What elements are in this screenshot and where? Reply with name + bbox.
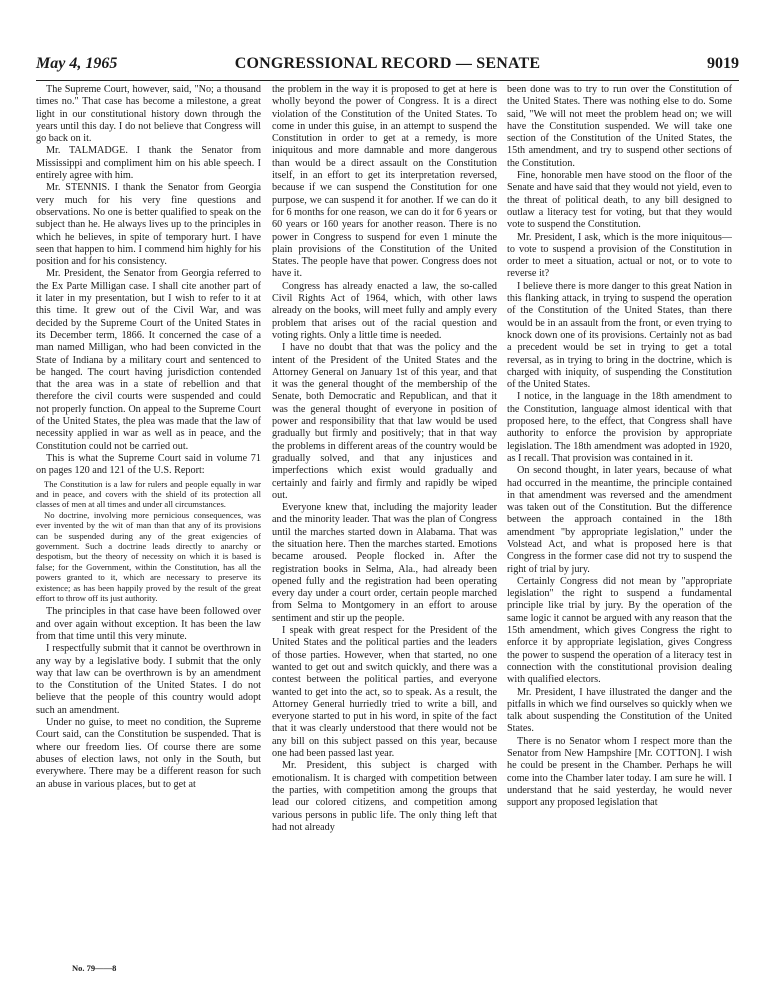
paragraph: I speak with great respect for the President of the United States and the political parties and the leaders of those parties. However, when that started, no one wanted to get out and switch quickly, and there was a contest between the political parties, and everyone wanted to get into the act, so to speak. As a result, the Attorney General hurriedly tried to write a bill, and everyone started to put in his word, in spite of the fact that it was clearly understood that there would not be any bill on this subject passed on this year, because one had been passed last year.: [272, 625, 497, 760]
paragraph: I believe there is more danger to this great Nation in this flanking attack, in trying to suspend the operation of the Constitution of the United States, than there would be in an assault from the front, or even trying to knock down one of its provisions. Certainly not as bad a precedent would be set in trying to get a total reversal, as in trying to bring in the doctrine, which is charged with iniquity, of suspending the Constitution of the United States.: [507, 280, 732, 391]
quoted-paragraph: No doctrine, involving more pernicious consequences, was ever invented by the wit of man than that any of its provisions can be suspended during any of the great exigencies of government. Such a doctrine leads directly to anarchy or despotism, but the theory of necessity on which it is based is false; for the Government, within the Constitution, has all the powers granted to it, which are necessary to preserve its existence; as has been happily proved by the result of the great effort to throw off its just authority.: [36, 509, 261, 603]
paragraph: There is no Senator whom I respect more than the Senator from New Hampshire [Mr. COTTON]. I wish he could be present in the Chamber. Perhaps he will come into the Chamber later today. I am sure he will. I understand that he said yesterday, he would never support any proposed legislation that: [507, 735, 732, 809]
paragraph: Mr. President, I have illustrated the danger and the pitfalls in which we find ourselves so quickly when we talk about suspending the Constitution of the United States.: [507, 686, 732, 735]
publication-title: CONGRESSIONAL RECORD — SENATE: [234, 55, 541, 72]
paragraph: Mr. President, I ask, which is the more iniquitous—to vote to suspend a provision of the Constitution in order to meet a situation, actual or not, or to vote to reverse it?: [507, 231, 732, 280]
paragraph: Mr. STENNIS. I thank the Senator from Georgia very much for his very fine questions and observations. No one is better qualified to speak on the subject than he. He always lives up to the principles in which he believes, in spite of temporary hurt. I have seen that happen to him. I commend him highly for his position and for his consistency.: [36, 182, 261, 268]
paragraph: I have no doubt that that was the policy and the intent of the President of the United States and the Attorney General on January 1st of this year, and that it was the general thought of the membership of the Senate, both Democratic and Republican, and that it was the general thought of everyone in position of power and responsibility that that law would be used gradually but firmly and positively; that in that way the problems in different areas of the country would be gradually solved, and that any injustices and imperfections which exist would gradually and certainly and fairly and firmly and rapidly be wiped out.: [272, 342, 497, 501]
page-number: 9019: [707, 55, 739, 72]
paragraph: the problem in the way it is proposed to get at here is wholly beyond the power of Congress. It is a direct violation of the Constitution of the United States. To come in under this guise, in an attempt to suspend the Constitution in order to get at a remedy, is more iniquitous and more damnable and more dangerous than would be a direct assault on the Constitution itself, in an effort to get its interpretation reversed, because if we can suspend the Constitution for one purpose, we can suspend it for another. If we can do it for 6 months for one reason, we can do it for 6 years or 60 years or 160 years for another reason. There is no power in Congress to suspend for even 1 minute the plain provisions of the Constitution of the United States. The people have that power. Congress does not have it.: [272, 84, 497, 280]
paragraph: I respectfully submit that it cannot be overthrown in any way by a legislative body. I submit that the only way that law can be overthrown is by an amendment to the Constitution of the United States. I do not believe that the people of this country would adopt such an amendment.: [36, 643, 261, 716]
paragraph: Everyone knew that, including the majority leader and the minority leader. That was the plan of Congress until the marches started down in Alabama. That was the situation here. Then the marches started. Emotions became aroused. People flocked in. After the registration books in Selma, Ala., had already been opened fully and the registration had been operating every day under a court order, certain people marched from Selma to Montgomery in an effort to arouse sentiment and stir up the people.: [272, 502, 497, 624]
text-column-2: [272, 84, 497, 834]
paragraph: Certainly Congress did not mean by "appropriate legislation" the right to suspend a fundamental principle like trial by jury. By the operation of the same logic it cannot be argued with any reason that the 15th amendment, which gives Congress the right to enforce it by appropriate legislation, gives Congress the power to suspend the operation of a literacy test in connection with the constitutional provision dealing with qualified electors.: [507, 575, 732, 686]
text-column-3: [507, 84, 732, 810]
paragraph: On second thought, in later years, because of what had occurred in the meantime, the principle contained in that amendment was reversed and the amendment was taken out of the Constitution. But the difference between the approach contained in the 18th amendment "by appropriate legislation," under the Volstead Act, and what is proposed here is that Congress in the former case did not try to suspend the right of trial by jury.: [507, 465, 732, 575]
page-header: [36, 52, 739, 81]
paragraph: been done was to try to run over the Constitution of the United States. There was nothing else to do. Some said, "We will not meet the problem head on; we will have the Constitution suspended. We will take one section of the Constitution of the United States, the 15th amendment, and try to suspend other sections of the Constitution.: [507, 84, 732, 169]
paragraph: The principles in that case have been followed over and over again without exception. It has been the law from that time until this very minute.: [36, 606, 261, 642]
paragraph: Mr. President, the Senator from Georgia referred to the Ex Parte Milligan case. I shall cite another part of it later in my presentation, but I wish to refer to it at this time. It grew out of the Civil War, and was decided by the Supreme Court of the United States in its December term, 1866. It concerned the case of a man named Milligan, who had been convicted in the State of Indiana by a military court and sentenced to be hanged. The court having jurisdiction contended that the area was in a state of rebellion and that therefore the civil courts were suspended and could not properly function. On appeal to the Supreme Court of the United States, the plea was made that the law of necessity applied in war as well as in peace, and the Constitution could not be carried out.: [36, 268, 261, 452]
paragraph: This is what the Supreme Court said in volume 71 on pages 120 and 121 of the U.S. Report:: [36, 452, 261, 477]
quoted-paragraph: The Constitution is a law for rulers and people equally in war and in peace, and covers with the shield of its protection all classes of men at all times and under all circumstances.: [36, 478, 261, 510]
paragraph: Under no guise, to meet no condition, the Supreme Court said, can the Constitution be suspended. That is where our freedom lies. Of course there are some abuses of election laws, not only in the South, but everywhere. There may be a different reason for such an abuse in various places, but to get at: [36, 717, 261, 790]
paragraph: Fine, honorable men have stood on the floor of the Senate and have said that they would not yield, even to the threat of political death, to any bill designed to outlaw a literacy test for voting, but that they would vote to suspend the Constitution.: [507, 170, 732, 231]
text-column-1: [36, 84, 261, 791]
issue-date: May 4, 1965: [36, 55, 118, 72]
paragraph: The Supreme Court, however, said, "No; a thousand times no." That case has become a milestone, a great light in our constitutional history down through the years until this day. I do not believe that Congress will go back on it.: [36, 84, 261, 145]
paragraph: Mr. President, this subject is charged with emotionalism. It is charged with competition between the parties, with competition among the groups that lead our colored citizens, and competition among various persons in public life. The only thing left that had not already: [272, 760, 497, 833]
paragraph: Congress has already enacted a law, the so-called Civil Rights Act of 1964, which, with other laws already on the books, will meet fully and amply every problem that arises out of the racial question and voting rights. Only a little time is needed.: [272, 280, 497, 341]
paragraph: Mr. TALMADGE. I thank the Senator from Mississippi and compliment him on his able speech. I entirely agree with him.: [36, 145, 261, 182]
issue-footnote: No. 79——8: [72, 963, 117, 973]
paragraph: I notice, in the language in the 18th amendment to the Constitution, language almost identical with that proposed here, to the effect, that Congress shall have authority to enforce the provision by appropriate legislation. The 18th amendment was adopted in 1920, as I recall. That provision was contained in it.: [507, 391, 732, 464]
